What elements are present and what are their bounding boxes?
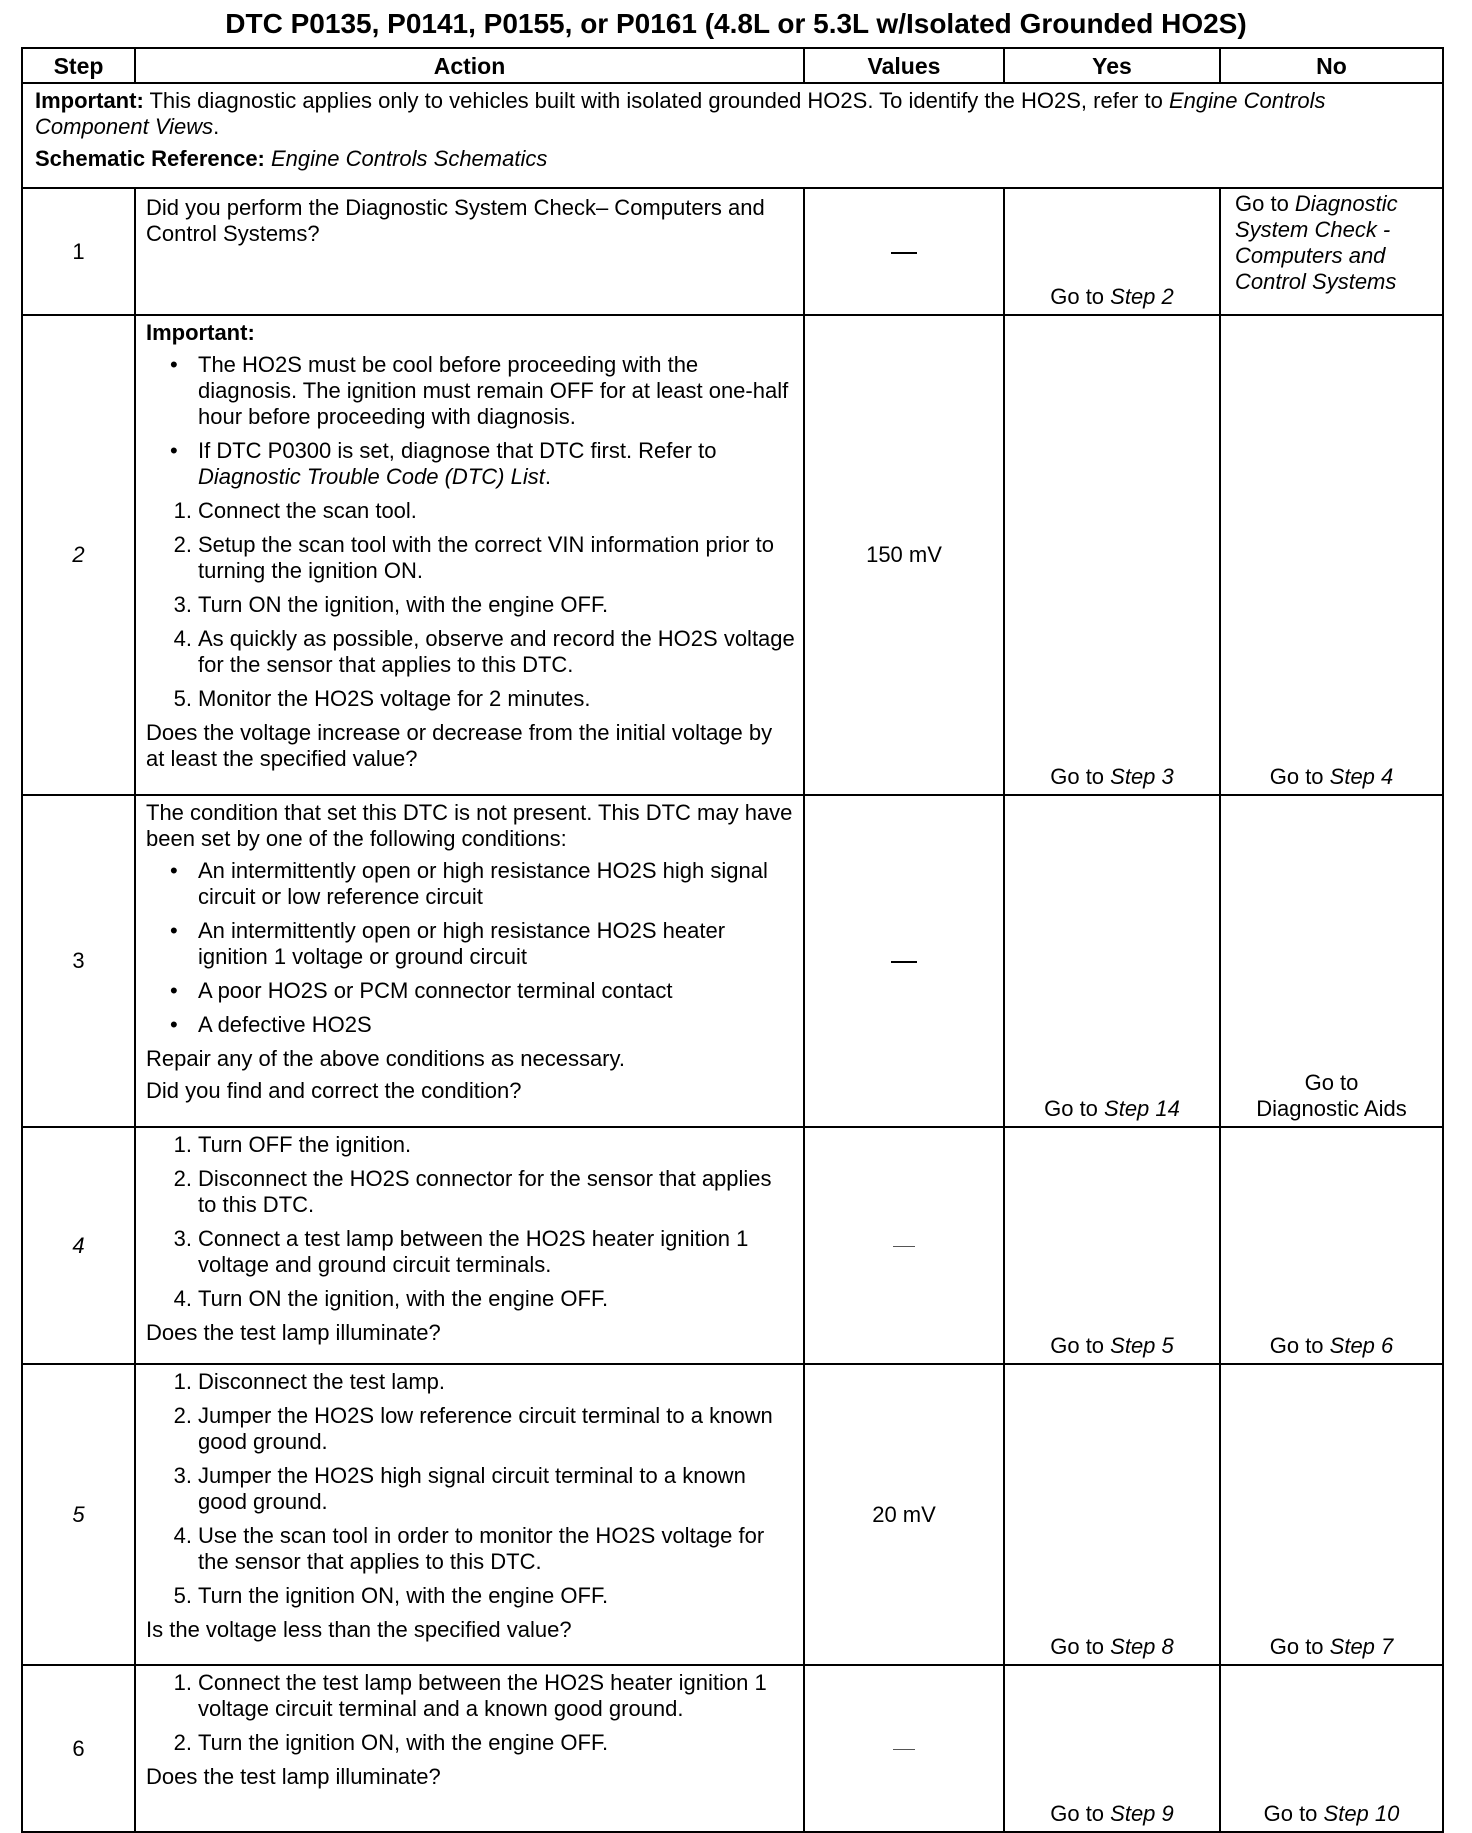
step-number: 5 bbox=[22, 1364, 135, 1665]
values-cell bbox=[804, 795, 1004, 1127]
action-question: Did you find and correct the condition? bbox=[146, 1078, 522, 1103]
procedure-list bbox=[146, 498, 795, 712]
yes-prefix: Go to bbox=[1050, 1801, 1111, 1826]
item-text: Monitor the HO2S voltage for 2 minutes. bbox=[198, 686, 591, 711]
list-item bbox=[146, 1369, 795, 1395]
list-item bbox=[146, 978, 795, 1004]
yes-prefix: Go to bbox=[1050, 1634, 1111, 1659]
bullet-icon: • bbox=[170, 438, 178, 463]
item-text: Turn ON the ignition, with the engine OFF. bbox=[198, 1286, 609, 1311]
no-link[interactable]: Step 10 bbox=[1323, 1801, 1400, 1826]
table-row bbox=[22, 795, 1443, 1127]
table-row bbox=[22, 188, 1443, 315]
no-value-dash bbox=[893, 1246, 915, 1247]
bullet-icon: • bbox=[170, 1012, 178, 1037]
action-question: Is the voltage less than the specified value? bbox=[146, 1617, 572, 1642]
list-number: 5. bbox=[173, 1583, 192, 1608]
yes-link[interactable]: Step 9 bbox=[1110, 1801, 1174, 1826]
values-cell bbox=[804, 1127, 1004, 1364]
action-cell bbox=[135, 188, 804, 315]
no-prefix: Go to bbox=[1269, 1634, 1330, 1659]
yes-link[interactable]: Step 14 bbox=[1104, 1096, 1180, 1121]
item-text: Turn ON the ignition, with the engine OFF. bbox=[198, 592, 609, 617]
item-text: Jumper the HO2S low reference circuit terminal to a known good ground. bbox=[198, 1403, 773, 1454]
item-text: Setup the scan tool with the correct VIN information prior to turning the ignition ON. bbox=[198, 532, 774, 583]
action-question: Did you perform the Diagnostic System Check– Computers and Control Systems? bbox=[146, 195, 765, 246]
procedure-list bbox=[146, 1670, 795, 1756]
column-header-values: Values bbox=[804, 48, 1004, 83]
action-cell bbox=[135, 315, 804, 795]
list-number: 4. bbox=[173, 626, 192, 651]
no-value-dash bbox=[891, 252, 917, 254]
list-item bbox=[146, 1583, 795, 1609]
bullet-text: A poor HO2S or PCM connector terminal contact bbox=[198, 978, 673, 1003]
list-item bbox=[146, 1166, 795, 1218]
bullet-text: An intermittently open or high resistance HO2S high signal circuit or low reference circuit bbox=[198, 858, 768, 909]
no-cell bbox=[1220, 1364, 1443, 1665]
diagnostic-table bbox=[21, 47, 1444, 1833]
yes-link[interactable]: Step 5 bbox=[1110, 1333, 1174, 1358]
item-text: Turn the ignition ON, with the engine OFF. bbox=[198, 1583, 609, 1608]
list-number: 3. bbox=[173, 1463, 192, 1488]
no-link[interactable]: Step 7 bbox=[1329, 1634, 1394, 1659]
column-header-action: Action bbox=[135, 48, 804, 83]
list-number: 3. bbox=[173, 1226, 192, 1251]
no-cell bbox=[1220, 1665, 1443, 1832]
action-question: Does the test lamp illuminate? bbox=[146, 1320, 441, 1345]
no-prefix: Go to bbox=[1235, 191, 1295, 216]
item-text: Disconnect the test lamp. bbox=[198, 1369, 446, 1394]
list-item bbox=[146, 858, 795, 910]
yes-cell bbox=[1004, 315, 1220, 795]
list-item bbox=[146, 1730, 795, 1756]
no-link[interactable]: Step 4 bbox=[1329, 764, 1394, 789]
table-row bbox=[22, 1127, 1443, 1364]
list-number: 1. bbox=[173, 1369, 192, 1394]
list-number: 2. bbox=[173, 1730, 192, 1755]
list-item bbox=[146, 352, 795, 430]
list-number: 4. bbox=[173, 1286, 192, 1311]
yes-cell bbox=[1004, 1665, 1220, 1832]
list-number: 1. bbox=[173, 1132, 192, 1157]
yes-cell bbox=[1004, 188, 1220, 315]
table-header-row bbox=[22, 48, 1443, 83]
item-text: Jumper the HO2S high signal circuit terminal to a known good ground. bbox=[198, 1463, 746, 1514]
step-number: 2 bbox=[22, 315, 135, 795]
important-label: Important: bbox=[35, 88, 144, 113]
action-cell bbox=[135, 1665, 804, 1832]
bullet-icon: • bbox=[170, 978, 178, 1003]
bullet-text: If DTC P0300 is set, diagnose that DTC first. Refer to bbox=[198, 438, 717, 463]
important-note-row bbox=[22, 83, 1443, 188]
yes-prefix: Go to bbox=[1050, 284, 1111, 309]
list-number: 2. bbox=[173, 532, 192, 557]
step-number: 1 bbox=[22, 188, 135, 315]
table-row bbox=[22, 315, 1443, 795]
item-text: Disconnect the HO2S connector for the sensor that applies to this DTC. bbox=[198, 1166, 772, 1217]
no-link[interactable]: Diagnostic Aids bbox=[1256, 1096, 1407, 1121]
conditions-list bbox=[146, 858, 795, 1038]
item-text: Use the scan tool in order to monitor the HO2S voltage for the sensor that applies to this DTC. bbox=[198, 1523, 765, 1574]
bullet-text: An intermittently open or high resistance HO2S heater ignition 1 voltage or ground circuit bbox=[198, 918, 726, 969]
schematics-link[interactable]: Engine Controls Schematics bbox=[264, 146, 548, 171]
no-link[interactable]: Diagnostic System Check - Computers and Control Systems bbox=[1235, 191, 1398, 294]
list-item bbox=[146, 532, 795, 584]
procedure-list bbox=[146, 1132, 795, 1312]
item-text: Turn OFF the ignition. bbox=[198, 1132, 412, 1157]
list-item bbox=[146, 498, 795, 524]
item-text: Connect the scan tool. bbox=[198, 498, 417, 523]
column-header-no: No bbox=[1220, 48, 1443, 83]
list-number: 3. bbox=[173, 592, 192, 617]
no-prefix: Go to bbox=[1304, 1070, 1359, 1095]
bullet-icon: • bbox=[170, 858, 178, 883]
list-number: 2. bbox=[173, 1403, 192, 1428]
list-item bbox=[146, 1012, 795, 1038]
list-item bbox=[146, 626, 795, 678]
yes-link[interactable]: Step 3 bbox=[1110, 764, 1174, 789]
important-bullet-list bbox=[146, 352, 795, 490]
yes-cell bbox=[1004, 1364, 1220, 1665]
values-cell bbox=[804, 1364, 1004, 1665]
bullet-icon: • bbox=[170, 352, 178, 377]
item-text: As quickly as possible, observe and record the HO2S voltage for the sensor that applies to this DTC. bbox=[198, 626, 795, 677]
procedure-list bbox=[146, 1369, 795, 1609]
list-item bbox=[146, 1226, 795, 1278]
list-item bbox=[146, 438, 795, 490]
no-cell bbox=[1220, 795, 1443, 1127]
list-number: 1. bbox=[173, 498, 192, 523]
yes-link[interactable]: Step 8 bbox=[1110, 1634, 1174, 1659]
no-value-dash bbox=[893, 1749, 915, 1750]
yes-prefix: Go to bbox=[1050, 764, 1111, 789]
important-end: . bbox=[213, 114, 220, 139]
step-number: 3 bbox=[22, 795, 135, 1127]
column-header-step: Step bbox=[22, 48, 135, 83]
item-text: Connect a test lamp between the HO2S heater ignition 1 voltage and ground circuit terminals. bbox=[198, 1226, 749, 1277]
values-cell bbox=[804, 188, 1004, 315]
list-item bbox=[146, 686, 795, 712]
no-value-dash bbox=[891, 961, 917, 963]
action-cell bbox=[135, 1127, 804, 1364]
action-cell bbox=[135, 1364, 804, 1665]
component-views-link[interactable]: Engine Controls Component Views bbox=[35, 88, 1326, 139]
list-number: 4. bbox=[173, 1523, 192, 1548]
no-link[interactable]: Step 6 bbox=[1329, 1333, 1394, 1358]
item-text: Connect the test lamp between the HO2S heater ignition 1 voltage circuit terminal and a known good ground. bbox=[198, 1670, 767, 1721]
step-number: 6 bbox=[22, 1665, 135, 1832]
no-prefix: Go to bbox=[1269, 764, 1330, 789]
no-cell bbox=[1220, 315, 1443, 795]
list-item bbox=[146, 1286, 795, 1312]
step-number: 4 bbox=[22, 1127, 135, 1364]
dtc-list-link[interactable]: Diagnostic Trouble Code (DTC) List bbox=[198, 464, 545, 489]
list-item bbox=[146, 1523, 795, 1575]
values-cell bbox=[804, 1665, 1004, 1832]
yes-link[interactable]: Step 2 bbox=[1110, 284, 1174, 309]
no-prefix: Go to bbox=[1269, 1333, 1330, 1358]
bullet-icon: • bbox=[170, 918, 178, 943]
item-text: Turn the ignition ON, with the engine OFF. bbox=[198, 1730, 609, 1755]
action-cell bbox=[135, 795, 804, 1127]
action-question: Does the test lamp illuminate? bbox=[146, 1764, 441, 1789]
list-item bbox=[146, 918, 795, 970]
yes-prefix: Go to bbox=[1044, 1096, 1105, 1121]
important-text: This diagnostic applies only to vehicles built with isolated grounded HO2S. To identify the HO2S, refer to bbox=[143, 88, 1169, 113]
table-row bbox=[22, 1665, 1443, 1832]
values-cell bbox=[804, 315, 1004, 795]
bullet-end: . bbox=[544, 464, 551, 489]
list-item bbox=[146, 592, 795, 618]
document-title: DTC P0135, P0141, P0155, or P0161 (4.8L or 5.3L w/Isolated Grounded HO2S) bbox=[225, 8, 1247, 39]
action-intro: The condition that set this DTC is not present. This DTC may have been set by one of the following conditions: bbox=[146, 800, 793, 851]
important-note-cell bbox=[22, 83, 1443, 188]
important-note bbox=[35, 88, 1432, 140]
table-row bbox=[22, 1364, 1443, 1665]
no-cell bbox=[1220, 188, 1443, 315]
no-prefix: Go to bbox=[1263, 1801, 1324, 1826]
schematic-reference bbox=[35, 146, 1432, 172]
yes-cell bbox=[1004, 1127, 1220, 1364]
value-text: 150 mV bbox=[866, 542, 942, 567]
list-item bbox=[146, 1132, 795, 1158]
list-number: 2. bbox=[173, 1166, 192, 1191]
bullet-text: A defective HO2S bbox=[198, 1012, 372, 1037]
action-question: Does the voltage increase or decrease from the initial voltage by at least the specified value? bbox=[146, 720, 773, 771]
list-item bbox=[146, 1670, 795, 1722]
action-important-heading: Important: bbox=[146, 320, 255, 345]
list-number: 1. bbox=[173, 1670, 192, 1695]
value-text: 20 mV bbox=[872, 1501, 936, 1527]
bullet-text: The HO2S must be cool before proceeding with the diagnosis. The ignition must remain OFF for at least one-half hour before proceeding with diagnosis. bbox=[198, 352, 789, 429]
column-header-yes: Yes bbox=[1004, 48, 1220, 83]
no-cell bbox=[1220, 1127, 1443, 1364]
yes-cell bbox=[1004, 795, 1220, 1127]
action-repair: Repair any of the above conditions as necessary. bbox=[146, 1046, 625, 1071]
yes-prefix: Go to bbox=[1050, 1333, 1111, 1358]
list-number: 5. bbox=[173, 686, 192, 711]
schematic-label: Schematic Reference: bbox=[35, 146, 265, 171]
list-item bbox=[146, 1403, 795, 1455]
list-item bbox=[146, 1463, 795, 1515]
